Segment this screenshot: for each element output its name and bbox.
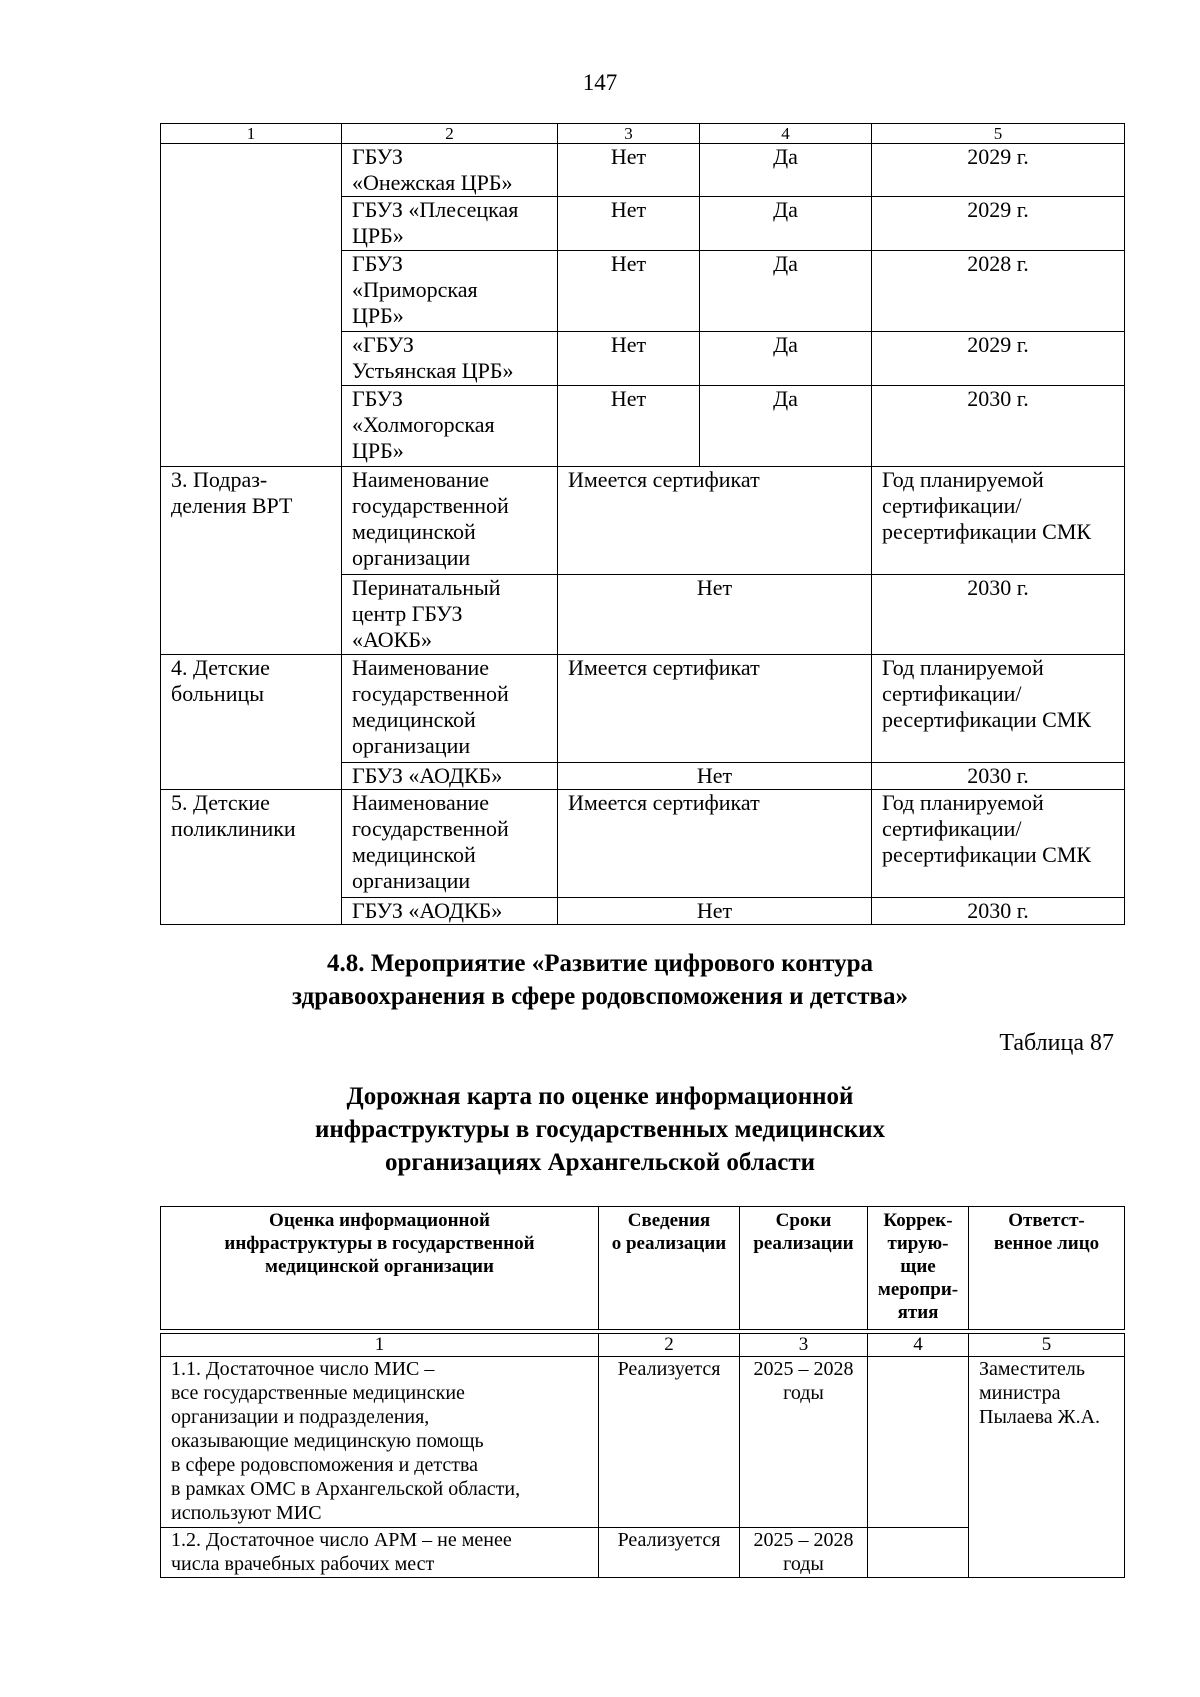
period-value: 2025 – 2028 годы: [740, 1357, 868, 1528]
assessment-text: 1.2. Достаточное число АРМ – не менее числа врачебных рабочих мест: [161, 1528, 599, 1578]
org-name: Перинатальный центр ГБУЗ «АОКБ»: [342, 575, 558, 655]
column-number: 2: [342, 124, 558, 144]
group-label: 3. Подраз- деления ВРТ: [161, 467, 342, 655]
cell-value: Да: [700, 386, 872, 467]
year-value: 2029 г.: [872, 144, 1125, 197]
column-number: 2: [599, 1334, 740, 1357]
cell-value: Нет: [558, 197, 700, 251]
org-name: ГБУЗ «Плесецкая ЦРБ»: [342, 197, 558, 251]
certificate-value: Нет: [558, 763, 872, 790]
org-name: ГБУЗ «Приморская ЦРБ»: [342, 251, 558, 332]
year-value: 2030 г.: [872, 898, 1125, 925]
group-label-empty: [161, 144, 342, 467]
certificate-column-header: Имеется сертификат: [558, 790, 872, 898]
certificate-column-header: Имеется сертификат: [558, 467, 872, 575]
year-column-header: Год планируемой сертификации/ ресертификации СМК: [872, 790, 1125, 898]
column-number: 1: [161, 124, 342, 144]
column-number-row: [161, 1334, 1125, 1357]
cell-value: Нет: [558, 251, 700, 332]
year-value: 2028 г.: [872, 251, 1125, 332]
certificate-column-header: Имеется сертификат: [558, 655, 872, 763]
certification-table: [160, 123, 1125, 925]
org-column-header: Наименование государственной медицинской организации: [342, 467, 558, 575]
page-number: 147: [582, 70, 618, 95]
header-row: [161, 1207, 1125, 1330]
cell-value: Да: [700, 332, 872, 386]
group-label: 4. Детские больницы: [161, 655, 342, 790]
roadmap-table-header: [160, 1206, 1125, 1330]
column-number: 4: [700, 124, 872, 144]
column-number: 5: [969, 1334, 1125, 1357]
status-value: Реализуется: [599, 1528, 740, 1578]
column-number: 3: [740, 1334, 868, 1357]
table-row: [161, 1357, 1125, 1528]
column-number: 1: [161, 1334, 599, 1357]
cell-value: Нет: [558, 144, 700, 197]
assessment-text: 1.1. Достаточное число МИС – все государственные медицинские организации и подразделения, оказывающие медицинскую помощь в сфере родовспоможения и детства в рамках ОМС в Архангельской области, используют МИС: [161, 1357, 599, 1528]
org-column-header: Наименование государственной медицинской организации: [342, 655, 558, 763]
certificate-value: Нет: [558, 898, 872, 925]
period-value: 2025 – 2028 годы: [740, 1528, 868, 1578]
section-title: 4.8. Мероприятие «Развитие цифрового контура здравоохранения в сфере родовспоможения и детства»: [292, 950, 908, 1010]
column-number: 5: [872, 124, 1125, 144]
year-column-header: Год планируемой сертификации/ ресертификации СМК: [872, 467, 1125, 575]
org-name: ГБУЗ «АОДКБ»: [342, 898, 558, 925]
org-name: ГБУЗ «Холмогорская ЦРБ»: [342, 386, 558, 467]
year-value: 2030 г.: [872, 386, 1125, 467]
column-header-assessment: Оценка информационной инфраструктуры в государственной медицинской организации: [161, 1207, 599, 1330]
year-value: 2030 г.: [872, 763, 1125, 790]
cell-value: Да: [700, 197, 872, 251]
table-row: [161, 144, 1125, 197]
measures-value: [868, 1528, 969, 1578]
group-header-row: [161, 467, 1125, 575]
cell-value: Нет: [558, 332, 700, 386]
column-header-status: Сведения о реализации: [599, 1207, 740, 1330]
cell-value: Да: [700, 251, 872, 332]
group-header-row: [161, 655, 1125, 763]
org-name: «ГБУЗ Устьянская ЦРБ»: [342, 332, 558, 386]
column-header-measures: Коррек- тирую- щие меропри- ятия: [868, 1207, 969, 1330]
measures-value: [868, 1357, 969, 1528]
year-value: 2029 г.: [872, 197, 1125, 251]
year-value: 2029 г.: [872, 332, 1125, 386]
column-number: 3: [558, 124, 700, 144]
org-name: ГБУЗ «Онежская ЦРБ»: [342, 144, 558, 197]
column-header-responsible: Ответст- венное лицо: [969, 1207, 1125, 1330]
year-value: 2030 г.: [872, 575, 1125, 655]
roadmap-table: [160, 1333, 1125, 1578]
responsible-person: Заместитель министра Пылаева Ж.А.: [969, 1357, 1125, 1578]
cell-value: Нет: [558, 386, 700, 467]
org-column-header: Наименование государственной медицинской организации: [342, 790, 558, 898]
table-number: Таблица 87: [999, 1030, 1114, 1056]
column-number-row: [161, 124, 1125, 144]
certificate-value: Нет: [558, 575, 872, 655]
status-value: Реализуется: [599, 1357, 740, 1528]
table-title: Дорожная карта по оценке информационной инфраструктуры в государственных медицинских организациях Архангельской области: [314, 1083, 886, 1176]
year-column-header: Год планируемой сертификации/ ресертификации СМК: [872, 655, 1125, 763]
column-header-period: Сроки реализации: [740, 1207, 868, 1330]
column-number: 4: [868, 1334, 969, 1357]
cell-value: Да: [700, 144, 872, 197]
group-header-row: [161, 790, 1125, 898]
org-name: ГБУЗ «АОДКБ»: [342, 763, 558, 790]
group-label: 5. Детские поликлиники: [161, 790, 342, 925]
